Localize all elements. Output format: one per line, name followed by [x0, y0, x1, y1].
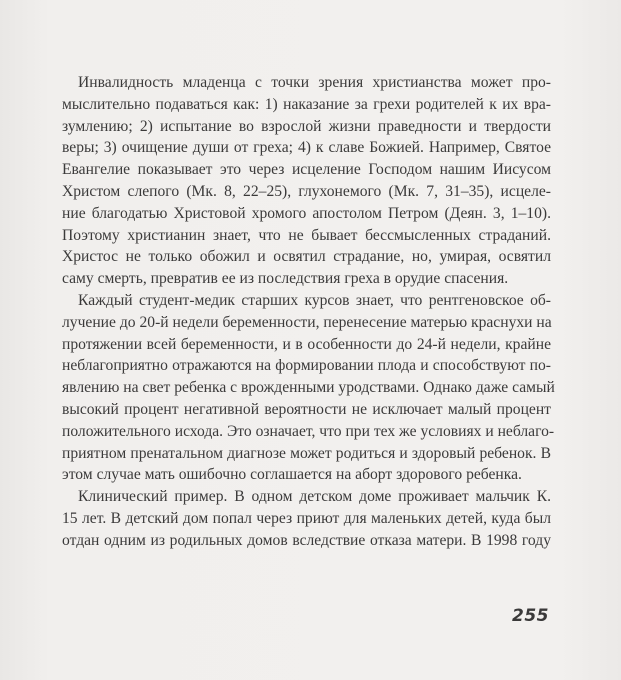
text-line: Христос не только обожил и освятил страдание, но, умирая, освятил — [62, 248, 551, 266]
page-number: 255 — [512, 606, 549, 626]
paragraph-3 — [62, 486, 551, 551]
text-line: высокий процент негативной вероятности не исключает малый процент — [62, 400, 551, 418]
text-line: этом случае мать ошибочно соглашается на аборт здорового ребенка. — [62, 466, 522, 484]
text-line: протяжении всей беременности, и в особенности до 24-й недели, крайне — [62, 335, 551, 353]
text-line: 15 лет. В детский дом попал через приют для маленьких детей, куда был — [62, 509, 551, 527]
text-line: приятном пренатальном диагнозе может родиться и здоровый ребенок. В — [62, 444, 551, 462]
text-line: неблагоприятно отражаются на формировании плода и способствуют по- — [62, 357, 551, 375]
text-line: Поэтому христианин знает, что не бывает бессмысленных страданий. — [62, 226, 551, 244]
paragraph-2 — [62, 290, 555, 486]
text-line: ние благодатью Христовой хромого апостолом Петром (Деян. 3, 1–10). — [62, 204, 551, 222]
text-line: положительного исхода. Это означает, что при тех же условиях и неблаго- — [62, 422, 555, 440]
text-line: саму смерть, превратив ее из последствия греха в орудие спасения. — [62, 270, 509, 288]
text-line: Христом слепого (Мк. 8, 22–25), глухонемого (Мк. 7, 31–35), исцеле- — [62, 182, 551, 200]
text-line: веры; 3) очищение души от греха; 4) к славе Божией. Например, Святое — [62, 139, 551, 157]
text-line: Клинический пример. В одном детском доме проживает мальчик К. — [78, 488, 551, 506]
text-line: зумлению; 2) испытание во взрослой жизни праведности и твердости — [62, 117, 551, 135]
text-line: Инвалидность младенца с точки зрения христианства может про- — [78, 74, 551, 91]
text-line: отдан одним из родильных домов вследствие отказа матери. В 1998 году — [62, 531, 551, 549]
text-line: Каждый студент-медик старших курсов знает, что рентгеновское об- — [78, 291, 551, 309]
text-line: Евангелие показывает это через исцеление Господом нашим Иисусом — [62, 161, 551, 179]
paragraph-1 — [62, 72, 551, 290]
text-line: лучение до 20-й недели беременности, перенесение матерью краснухи на — [62, 313, 552, 331]
text-line: мыслительно подаваться как: 1) наказание за грехи родителей к их вра- — [62, 95, 551, 113]
text-line: явлению на свет ребенка с врожденными уродствами. Однако даже самый — [62, 379, 555, 397]
body-text — [62, 72, 555, 552]
